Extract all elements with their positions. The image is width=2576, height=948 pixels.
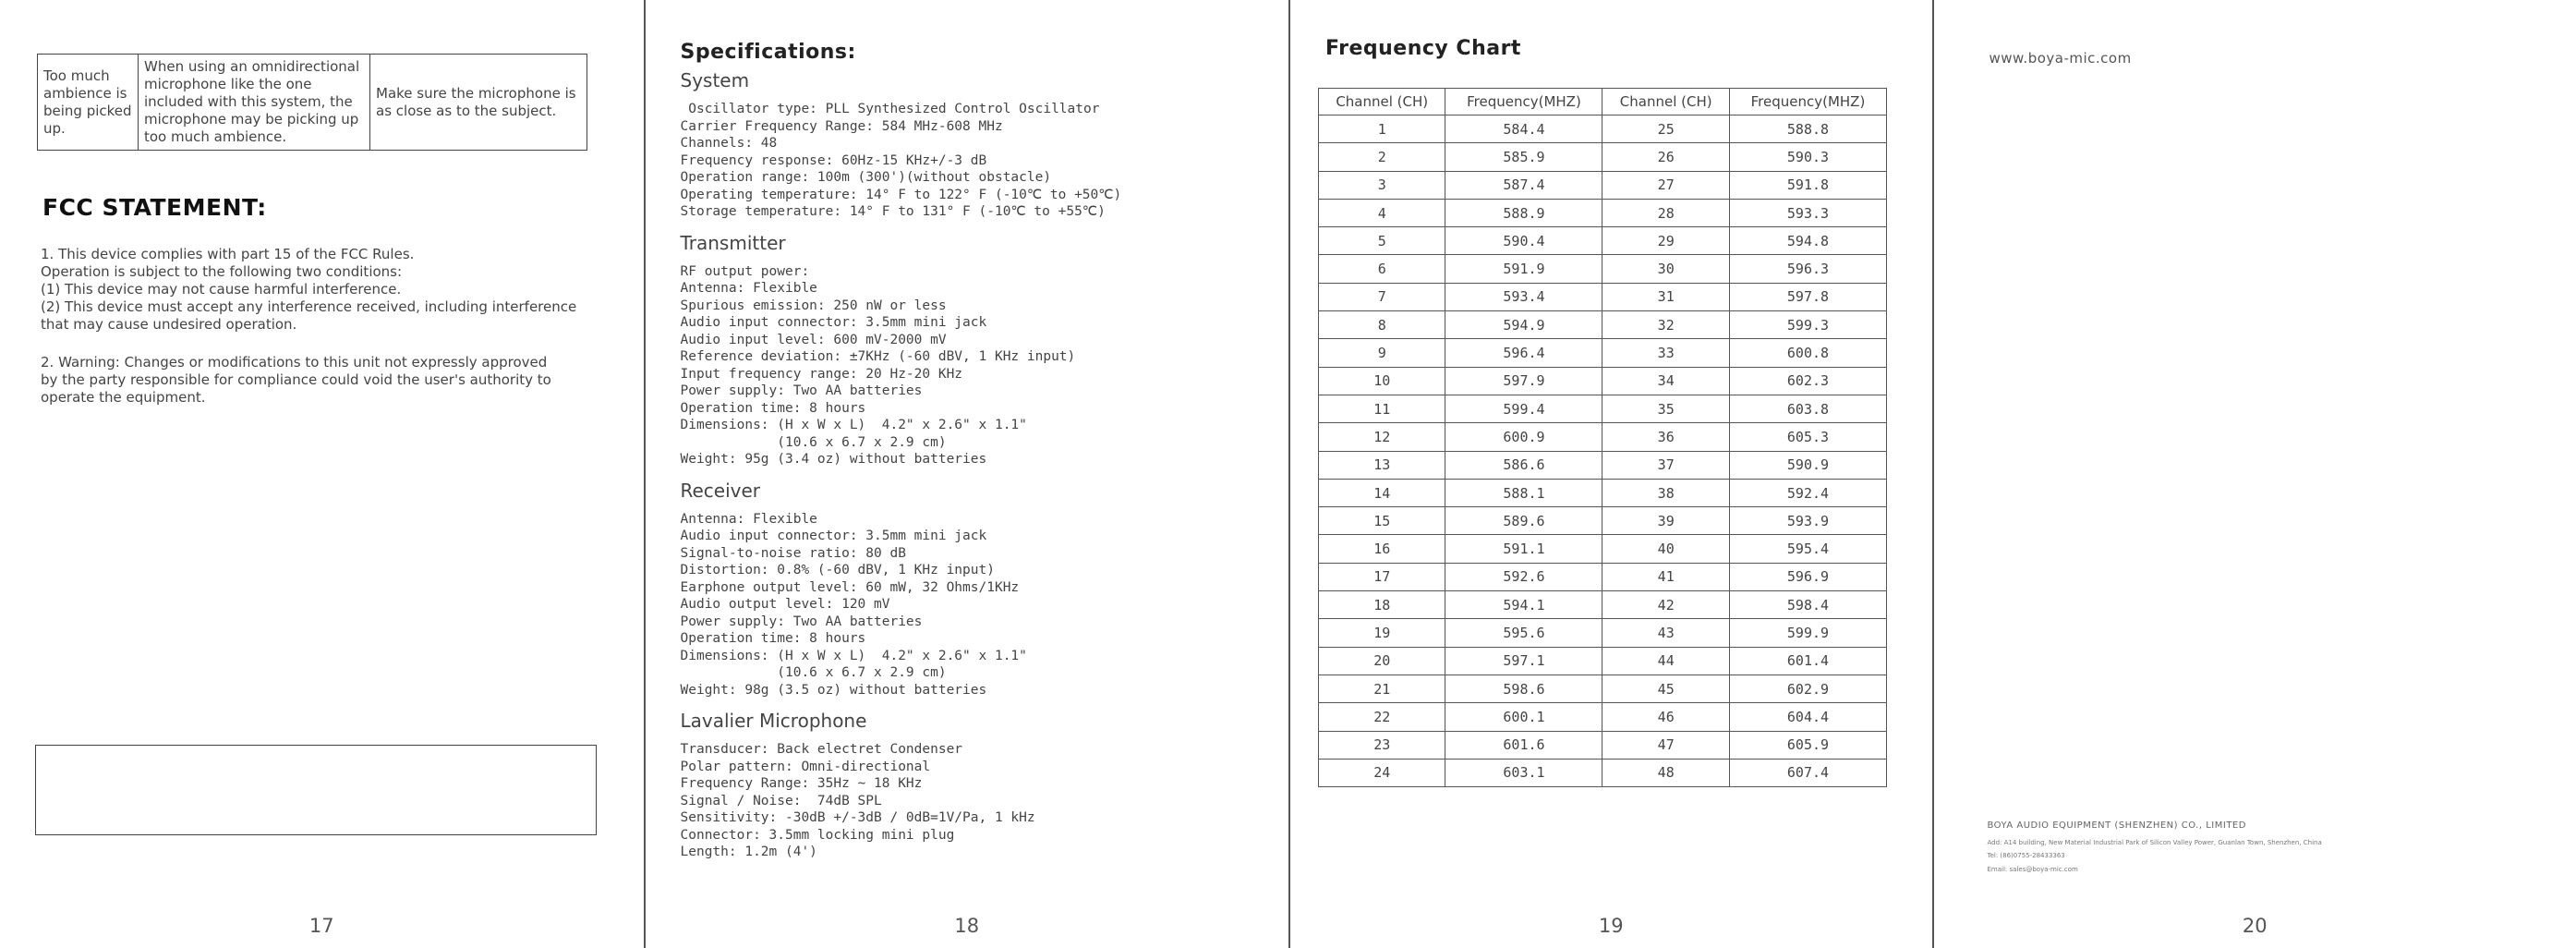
table-cell: 10 xyxy=(1319,367,1445,395)
spec-line: Storage temperature: 14° F to 131° F (-10℃ to +55℃) xyxy=(680,204,1106,219)
table-cell: 31 xyxy=(1602,283,1729,310)
table-row xyxy=(1319,451,1887,479)
company-name: BOYA AUDIO EQUIPMENT (SHENZHEN) CO., LIMITED xyxy=(1987,820,2246,831)
table-cell: 23 xyxy=(1319,731,1445,759)
table-cell: 24 xyxy=(1319,759,1445,786)
table-cell: 599.9 xyxy=(1729,619,1886,647)
table-cell: 1 xyxy=(1319,115,1445,143)
table-cell: 16 xyxy=(1319,535,1445,563)
table-cell: 607.4 xyxy=(1729,759,1886,786)
spec-line: Channels: 48 xyxy=(680,136,778,151)
lavalier-spec-list xyxy=(681,741,1272,861)
table-cell: 591.9 xyxy=(1445,255,1602,283)
table-cell: 603.8 xyxy=(1729,395,1886,422)
table-cell: 586.6 xyxy=(1445,451,1602,479)
table-row xyxy=(1319,311,1887,339)
fcc-conditions xyxy=(41,246,632,334)
spec-line: Power supply: Two AA batteries xyxy=(680,383,923,398)
table-cell: 7 xyxy=(1319,283,1445,310)
spec-line: Operation time: 8 hours xyxy=(680,400,866,416)
table-cell: 43 xyxy=(1602,619,1729,647)
troubleshooting-table xyxy=(37,54,587,151)
table-cell: 603.1 xyxy=(1445,759,1602,786)
table-cell: 38 xyxy=(1602,479,1729,506)
table-cell: 591.8 xyxy=(1729,171,1886,199)
table-cell: 590.9 xyxy=(1729,451,1886,479)
table-row xyxy=(1319,647,1887,675)
table-cell: 29 xyxy=(1602,227,1729,255)
table-cell: 599.3 xyxy=(1729,311,1886,339)
solution-cell: Make sure the microphone is as close as to the subject. xyxy=(370,55,587,151)
table-header-row xyxy=(1319,89,1887,115)
table-cell: 595.4 xyxy=(1729,535,1886,563)
fcc-line: 1. This device complies with part 15 of the FCC Rules. xyxy=(41,246,415,262)
table-cell: 597.1 xyxy=(1445,647,1602,675)
table-cell: 39 xyxy=(1602,507,1729,535)
fcc-line: (2) This device must accept any interference received, including interference xyxy=(41,298,577,315)
table-cell: 594.8 xyxy=(1729,227,1886,255)
spec-line: Oscillator type: PLL Synthesized Control Oscillator xyxy=(680,102,1100,116)
table-cell: 12 xyxy=(1319,423,1445,451)
table-cell: 591.1 xyxy=(1445,535,1602,563)
table-cell: 33 xyxy=(1602,339,1729,367)
spec-line: Input frequency range: 20 Hz-20 KHz xyxy=(680,366,963,382)
specifications-title: Specifications: xyxy=(680,41,856,64)
table-cell: 22 xyxy=(1319,703,1445,731)
table-cell: 602.9 xyxy=(1729,675,1886,702)
table-row xyxy=(1319,395,1887,422)
column-header: Frequency(MHZ) xyxy=(1445,89,1602,115)
table-cell: 4 xyxy=(1319,199,1445,226)
table-cell: 594.9 xyxy=(1445,311,1602,339)
table-row xyxy=(1319,507,1887,535)
table-cell: 592.4 xyxy=(1729,479,1886,506)
table-cell: 15 xyxy=(1319,507,1445,535)
table-row xyxy=(1319,619,1887,647)
receiver-spec-list xyxy=(681,511,1272,699)
table-cell: 587.4 xyxy=(1445,171,1602,199)
company-phone: Tel: (86)0755-28433363 xyxy=(1987,852,2065,859)
warning-line: 2. Warning: Changes or modifications to this unit not expressly approved xyxy=(41,354,548,371)
table-cell: 598.4 xyxy=(1729,591,1886,619)
table-row xyxy=(1319,703,1887,731)
table-cell: 590.4 xyxy=(1445,227,1602,255)
warning-line: operate the equipment. xyxy=(41,389,206,406)
table-cell: 11 xyxy=(1319,395,1445,422)
table-cell: 14 xyxy=(1319,479,1445,506)
table-cell: 18 xyxy=(1319,591,1445,619)
table-row xyxy=(1319,115,1887,143)
table-cell: 599.4 xyxy=(1445,395,1602,422)
table-row xyxy=(1319,759,1887,786)
frequency-table xyxy=(1318,88,1887,787)
table-cell: 593.9 xyxy=(1729,507,1886,535)
table-row xyxy=(1319,591,1887,619)
spec-line: Dimensions: (H x W x L) 4.2" x 2.6" x 1.1" xyxy=(680,648,1027,663)
spec-line: Transducer: Back electret Condenser xyxy=(680,742,963,757)
table-cell: 596.4 xyxy=(1445,339,1602,367)
frequency-chart-title: Frequency Chart xyxy=(1325,37,1521,60)
table-cell: 598.6 xyxy=(1445,675,1602,702)
table-row xyxy=(1319,143,1887,171)
table-cell: 600.1 xyxy=(1445,703,1602,731)
page-18 xyxy=(646,0,1289,948)
table-cell: 32 xyxy=(1602,311,1729,339)
table-cell: 595.6 xyxy=(1445,619,1602,647)
spec-line: Power supply: Two AA batteries xyxy=(680,614,923,629)
spec-line: Spurious emission: 250 nW or less xyxy=(680,298,947,313)
table-row xyxy=(1319,535,1887,563)
table-cell: 34 xyxy=(1602,367,1729,395)
table-cell: 5 xyxy=(1319,227,1445,255)
table-cell: 17 xyxy=(1319,563,1445,590)
table-cell: 590.3 xyxy=(1729,143,1886,171)
table-cell: 25 xyxy=(1602,115,1729,143)
table-cell: 592.6 xyxy=(1445,563,1602,590)
page-number: 19 xyxy=(1598,915,1624,937)
problem-cell: Too much ambience is being picked up. xyxy=(38,55,139,151)
spec-line: Polar pattern: Omni-directional xyxy=(680,759,931,774)
spec-line: (10.6 x 6.7 x 2.9 cm) xyxy=(680,665,947,680)
warning-line: by the party responsible for compliance could void the user's authority to xyxy=(41,371,551,388)
fcc-line: (1) This device may not cause harmful interference. xyxy=(41,281,402,298)
column-header: Frequency(MHZ) xyxy=(1729,89,1886,115)
table-cell: 602.3 xyxy=(1729,367,1886,395)
company-address: Add: A14 building, New Material Industrial Park of Silicon Valley Power, Guanlan Town, Shenzhen, China xyxy=(1987,839,2322,846)
table-cell: 605.3 xyxy=(1729,423,1886,451)
table-cell: 594.1 xyxy=(1445,591,1602,619)
spec-line: Signal-to-noise ratio: 80 dB xyxy=(680,545,906,561)
website-url: www.boya-mic.com xyxy=(1989,50,2132,67)
table-cell: 36 xyxy=(1602,423,1729,451)
spec-line: Antenna: Flexible xyxy=(680,511,817,527)
table-row xyxy=(1319,255,1887,283)
page-19 xyxy=(1290,0,1932,948)
table-cell: 588.1 xyxy=(1445,479,1602,506)
table-cell: 605.9 xyxy=(1729,731,1886,759)
table-cell: 588.9 xyxy=(1445,199,1602,226)
table-cell: 6 xyxy=(1319,255,1445,283)
table-cell: 601.6 xyxy=(1445,731,1602,759)
receiver-heading: Receiver xyxy=(680,479,761,502)
spec-line: Frequency response: 60Hz-15 KHz+/-3 dB xyxy=(680,152,987,168)
table-cell: 589.6 xyxy=(1445,507,1602,535)
fcc-statement-body xyxy=(41,246,632,407)
table-cell: 2 xyxy=(1319,143,1445,171)
spec-line: Connector: 3.5mm locking mini plug xyxy=(680,827,955,843)
table-cell: 26 xyxy=(1602,143,1729,171)
table-cell: 601.4 xyxy=(1729,647,1886,675)
table-cell: 35 xyxy=(1602,395,1729,422)
spec-line: Weight: 95g (3.4 oz) without batteries xyxy=(680,452,987,467)
specifications xyxy=(681,41,1272,861)
table-row xyxy=(1319,731,1887,759)
fcc-statement-title: FCC STATEMENT: xyxy=(42,194,267,221)
spec-line: Operation range: 100m (300')(without obstacle) xyxy=(680,170,1052,185)
table-cell: 45 xyxy=(1602,675,1729,702)
table-row xyxy=(1319,423,1887,451)
page-number: 17 xyxy=(308,915,334,937)
table-cell: 585.9 xyxy=(1445,143,1602,171)
company-email: Email: sales@boya-mic.com xyxy=(1987,866,2078,873)
spec-line: Carrier Frequency Range: 584 MHz-608 MHz xyxy=(680,118,1003,134)
page-number: 18 xyxy=(954,915,980,937)
table-row xyxy=(1319,479,1887,506)
table-row xyxy=(1319,563,1887,590)
spec-line: RF output power: xyxy=(680,263,810,279)
spec-line: Reference deviation: ±7KHz (-60 dBV, 1 KHz input) xyxy=(680,349,1076,364)
table-cell: 37 xyxy=(1602,451,1729,479)
spec-line: Distortion: 0.8% (-60 dBV, 1 KHz input) xyxy=(680,563,995,577)
table-cell: 19 xyxy=(1319,619,1445,647)
spec-line: Frequency Range: 35Hz ~ 18 KHz xyxy=(680,776,923,791)
spec-line: Operating temperature: 14° F to 122° F (-10℃ to +50℃) xyxy=(680,187,1122,202)
table-cell: 46 xyxy=(1602,703,1729,731)
system-heading: System xyxy=(680,69,750,91)
table-cell: 47 xyxy=(1602,731,1729,759)
table-row xyxy=(1319,283,1887,310)
table-cell: 596.3 xyxy=(1729,255,1886,283)
table-row xyxy=(1319,171,1887,199)
spec-line: Audio input level: 600 mV-2000 mV xyxy=(680,332,947,347)
table-cell: 588.8 xyxy=(1729,115,1886,143)
table-cell: 42 xyxy=(1602,591,1729,619)
table-cell: 48 xyxy=(1602,759,1729,786)
spec-line: Operation time: 8 hours xyxy=(680,631,866,646)
fcc-line: that may cause undesired operation. xyxy=(41,316,297,333)
spec-line: Sensitivity: -30dB +/-3dB / 0dB=1V/Pa, 1 kHz xyxy=(680,810,1035,825)
table-cell: 600.9 xyxy=(1445,423,1602,451)
column-header: Channel (CH) xyxy=(1319,89,1445,115)
table-row xyxy=(1319,227,1887,255)
table-row xyxy=(38,55,587,151)
table-row xyxy=(1319,199,1887,226)
spec-line: Signal / Noise: 74dB SPL xyxy=(680,793,882,808)
table-cell: 27 xyxy=(1602,171,1729,199)
page-17 xyxy=(0,0,644,948)
table-cell: 597.8 xyxy=(1729,283,1886,310)
table-cell: 30 xyxy=(1602,255,1729,283)
spec-line: Antenna: Flexible xyxy=(680,281,817,296)
table-cell: 20 xyxy=(1319,647,1445,675)
table-row xyxy=(1319,339,1887,367)
table-cell: 44 xyxy=(1602,647,1729,675)
table-cell: 8 xyxy=(1319,311,1445,339)
blank-note-box xyxy=(35,745,597,835)
fcc-warning xyxy=(41,354,632,407)
table-cell: 604.4 xyxy=(1729,703,1886,731)
transmitter-spec-list xyxy=(681,263,1272,468)
table-cell: 3 xyxy=(1319,171,1445,199)
spec-line: Audio output level: 120 mV xyxy=(680,597,890,612)
spec-line: Earphone output level: 60 mW, 32 Ohms/1KHz xyxy=(680,579,1020,595)
system-spec-list xyxy=(681,101,1272,221)
spec-line: Weight: 98g (3.5 oz) without batteries xyxy=(680,682,987,698)
spec-line: Dimensions: (H x W x L) 4.2" x 2.6" x 1.1" xyxy=(680,418,1027,432)
spec-line: (10.6 x 6.7 x 2.9 cm) xyxy=(680,434,947,450)
page-20 xyxy=(1934,0,2576,948)
table-cell: 28 xyxy=(1602,199,1729,226)
table-cell: 584.4 xyxy=(1445,115,1602,143)
table-cell: 597.9 xyxy=(1445,367,1602,395)
spec-line: Length: 1.2m (4') xyxy=(680,845,817,859)
table-cell: 9 xyxy=(1319,339,1445,367)
table-cell: 40 xyxy=(1602,535,1729,563)
table-cell: 21 xyxy=(1319,675,1445,702)
table-cell: 596.9 xyxy=(1729,563,1886,590)
table-cell: 593.3 xyxy=(1729,199,1886,226)
spec-line: Audio input connector: 3.5mm mini jack xyxy=(680,529,987,543)
lavalier-heading: Lavalier Microphone xyxy=(680,710,867,732)
cause-cell: When using an omnidirectional microphone like the one included with this system, the microphone may be picking up too much ambience. xyxy=(139,55,370,151)
spec-line: Audio input connector: 3.5mm mini jack xyxy=(680,315,987,330)
fcc-line: Operation is subject to the following two conditions: xyxy=(41,263,403,280)
table-row xyxy=(1319,367,1887,395)
transmitter-heading: Transmitter xyxy=(680,231,786,254)
table-row xyxy=(1319,675,1887,702)
table-cell: 13 xyxy=(1319,451,1445,479)
table-cell: 41 xyxy=(1602,563,1729,590)
column-header: Channel (CH) xyxy=(1602,89,1729,115)
table-cell: 600.8 xyxy=(1729,339,1886,367)
page-number: 20 xyxy=(2242,915,2268,937)
table-cell: 593.4 xyxy=(1445,283,1602,310)
